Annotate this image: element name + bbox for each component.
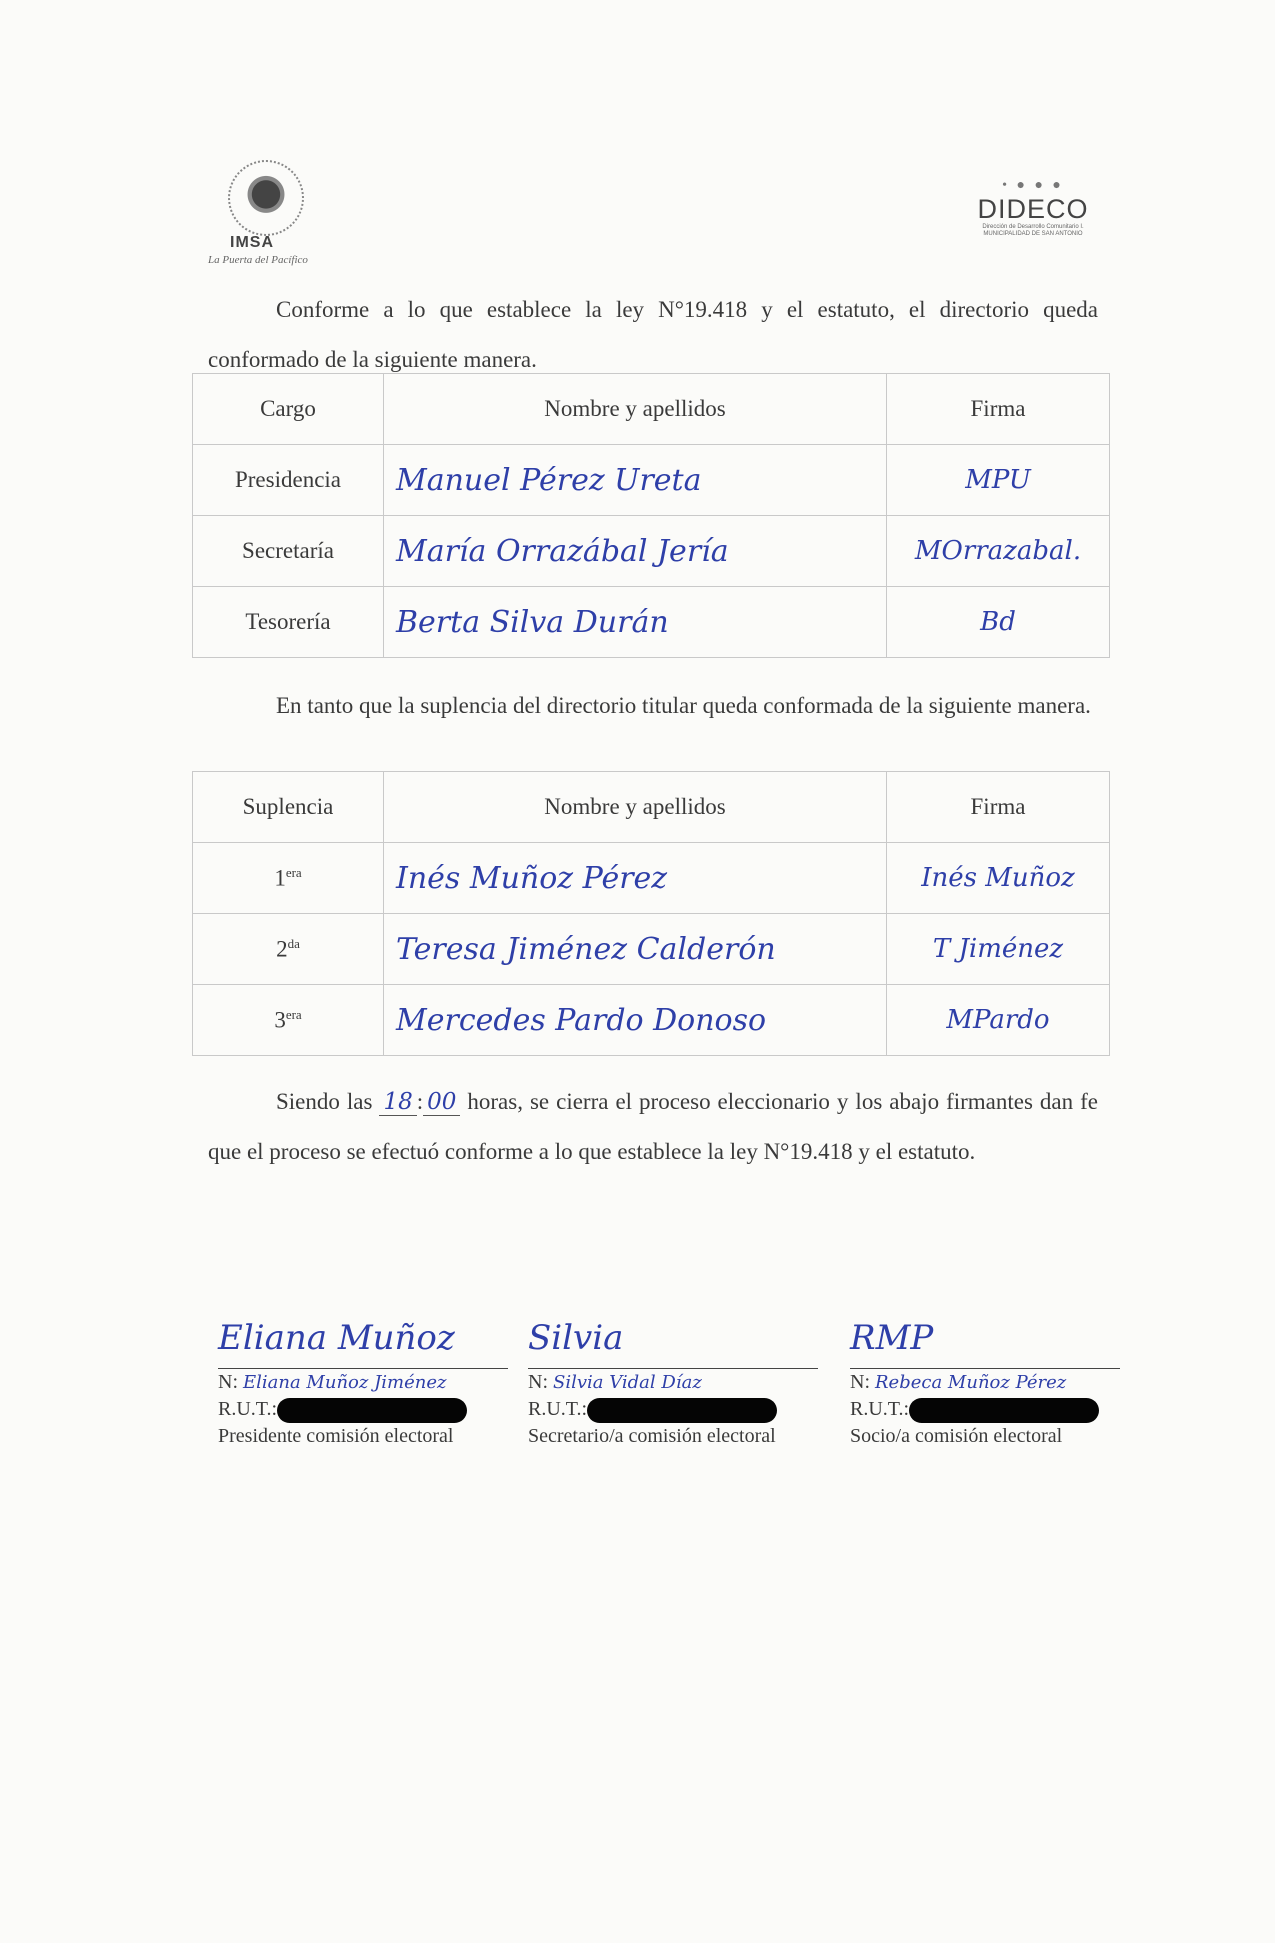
redaction-bar [909, 1398, 1099, 1423]
signature: MOrrazabal. [914, 536, 1082, 566]
n-label: N: [528, 1371, 548, 1393]
dideco-logo-sub: Dirección de Desarrollo Comunitario I. MUNICIPALIDAD DE SAN ANTONIO [982, 224, 1084, 237]
closing-paragraph: Siendo las 18 : 00 horas, se cierra el proceso eleccionario y los abajo firmantes dan fe que el proceso se efectuó conforme a lo que establece la ley N°19.418 y el estatuto. [208, 1089, 1098, 1164]
header-firma: Firma [887, 772, 1110, 843]
closing-hour: 18 [379, 1089, 416, 1116]
closing-minutes: 00 [423, 1089, 460, 1116]
firma-cell [887, 445, 1110, 516]
handwritten-name: Silvia Vidal Díaz [553, 1372, 702, 1393]
rut-label: R.U.T.: [218, 1398, 278, 1420]
firmante-rut-line [528, 1396, 818, 1423]
nombre-cell [384, 985, 887, 1056]
signature: Eliana Muñoz [218, 1318, 455, 1358]
ordinal-number: 1 [274, 865, 286, 891]
table-row [193, 516, 1110, 587]
firma-cell [887, 516, 1110, 587]
table-header-row [193, 374, 1110, 445]
handwritten-name: Teresa Jiménez Calderón [396, 931, 776, 967]
suplencia-cell [193, 985, 384, 1056]
suplencia-paragraph: En tanto que la suplencia del directorio titular queda conformada de la siguiente manera. [276, 693, 1091, 718]
signature: Inés Muñoz [921, 863, 1075, 893]
header-nombre: Nombre y apellidos [384, 374, 887, 445]
firma-cell [887, 587, 1110, 658]
nombre-cell [384, 516, 887, 587]
cargo-cell: Secretaría [193, 516, 384, 587]
redaction-bar [277, 1398, 467, 1423]
table-header-row [193, 772, 1110, 843]
ordinal-suffix: era [285, 1006, 302, 1022]
signature: MPardo [946, 1005, 1050, 1035]
nombre-cell [384, 914, 887, 985]
firmante-role: Socio/a comisión electoral [850, 1425, 1063, 1447]
header-firma: Firma [887, 374, 1110, 445]
header-cargo: Cargo [193, 374, 384, 445]
suplencia-table [192, 771, 1110, 1056]
firmante-socio [850, 1308, 1120, 1450]
firmante-name-line [850, 1368, 1120, 1396]
imsa-logo-motto: La Puerta del Pacífico [208, 254, 308, 266]
firmante-name-line [528, 1368, 818, 1396]
cargo-cell: Tesorería [193, 587, 384, 658]
ordinal-number: 3 [274, 1007, 286, 1033]
dideco-logo-name: DIDECO [977, 194, 1089, 224]
signature: T Jiménez [932, 934, 1064, 964]
nombre-cell [384, 587, 887, 658]
signature: RMP [850, 1318, 934, 1358]
firmante-role: Presidente comisión electoral [218, 1425, 454, 1447]
handwritten-name: Mercedes Pardo Donoso [396, 1002, 767, 1038]
dideco-dots-icon: • ● ● ● [1002, 178, 1064, 193]
table-row [193, 914, 1110, 985]
nombre-cell [384, 843, 887, 914]
redaction-bar [587, 1398, 777, 1423]
handwritten-name: Berta Silva Durán [396, 604, 669, 640]
firma-cell [887, 843, 1110, 914]
intro-paragraph: Conforme a lo que establece la ley N°19.418 y el estatuto, el directorio queda conformado de la siguiente manera. [208, 297, 1098, 372]
ordinal-suffix: era [285, 864, 302, 880]
table-row [193, 445, 1110, 516]
ordinal-suffix: da [287, 935, 300, 951]
handwritten-name: Inés Muñoz Pérez [396, 860, 668, 896]
signature: Bd [980, 607, 1016, 637]
rut-label: R.U.T.: [850, 1398, 910, 1420]
closing-before: Siendo las [276, 1089, 373, 1114]
firmante-role: Secretario/a comisión electoral [528, 1425, 776, 1447]
imsa-logo-name: IMSA [230, 234, 274, 251]
imsa-logo [208, 160, 328, 270]
handwritten-name: Eliana Muñoz Jiménez [243, 1372, 447, 1393]
firma-cell [887, 914, 1110, 985]
table-row [193, 985, 1110, 1056]
dideco-logo [968, 178, 1098, 258]
handwritten-name: Manuel Pérez Ureta [396, 462, 702, 498]
rut-label: R.U.T.: [528, 1398, 588, 1420]
handwritten-name: María Orrazábal Jería [396, 533, 729, 569]
closing-after: horas, se cierra el proceso eleccionario y los abajo firmantes dan fe que el proceso se efectuó conforme a lo que establece la ley N°19.418 y el estatuto. [208, 1089, 1098, 1164]
suplencia-cell [193, 843, 384, 914]
firmante-presidente [218, 1308, 508, 1450]
firmante-rut-line [218, 1396, 508, 1423]
firma-cell [887, 985, 1110, 1056]
n-label: N: [850, 1371, 870, 1393]
firmante-rut-line [850, 1396, 1120, 1423]
signature: Silvia [528, 1318, 624, 1358]
firmante-name-line [218, 1368, 508, 1396]
table-row [193, 843, 1110, 914]
header-nombre: Nombre y apellidos [384, 772, 887, 843]
header-suplencia: Suplencia [193, 772, 384, 843]
suplencia-cell [193, 914, 384, 985]
cargo-cell: Presidencia [193, 445, 384, 516]
table-row [193, 587, 1110, 658]
n-label: N: [218, 1371, 238, 1393]
firmante-secretario [528, 1308, 818, 1450]
handwritten-name: Rebeca Muñoz Pérez [875, 1372, 1067, 1393]
directorio-table [192, 373, 1110, 658]
municipal-seal-icon [228, 160, 304, 236]
ordinal-number: 2 [276, 936, 288, 962]
signature: MPU [965, 465, 1031, 495]
nombre-cell [384, 445, 887, 516]
